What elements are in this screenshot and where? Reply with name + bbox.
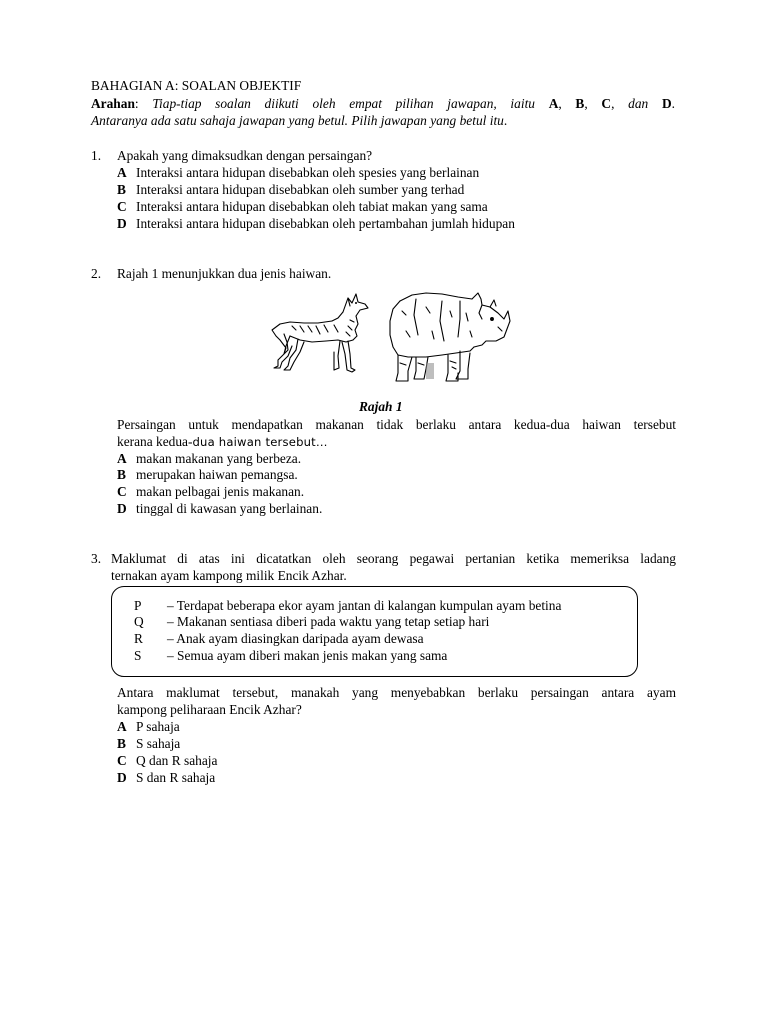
q2-stem-line-2: kerana kedua-dua haiwan tersebut… xyxy=(117,434,328,449)
q1-number: 1. xyxy=(91,148,102,163)
q2-question: Rajah 1 menunjukkan dua jenis haiwan. xyxy=(117,266,332,281)
q2-option-b: B merupakan haiwan pemangsa. xyxy=(117,467,298,482)
q2-number: 2. xyxy=(91,266,102,281)
section-heading: BAHAGIAN A: SOALAN OBJEKTIF xyxy=(91,78,302,93)
instruction-label: Arahan xyxy=(91,96,135,111)
q3-option-d: D S dan R sahaja xyxy=(117,770,216,785)
q2-option-d: D tinggal di kawasan yang berlainan. xyxy=(117,501,323,516)
q3-question-line-2: kampong peliharaan Encik Azhar? xyxy=(117,702,302,717)
rhinoceros-illustration xyxy=(386,291,514,387)
q3-intro-line-1: Maklumat di atas ini dicatatkan oleh seorang pegawai pertanian ketika memeriksa ladang xyxy=(111,551,676,566)
instructions-line-1: Arahan: Tiap-tiap soalan diikuti oleh empat pilihan jawapan, iaitu A, B, C, dan D. xyxy=(91,96,675,111)
instructions-line-2: Antaranya ada satu sahaja jawapan yang betul. Pilih jawapan yang betul itu. xyxy=(91,113,508,128)
wolf-illustration xyxy=(268,290,374,376)
info-row-s: S – Semua ayam diberi makan jenis makan yang sama xyxy=(134,648,448,663)
q2-option-c: C makan pelbagai jenis makanan. xyxy=(117,484,305,499)
instruction-text: Tiap-tiap soalan diikuti oleh empat pilihan jawapan, iaitu xyxy=(152,96,535,111)
q3-intro-line-2: ternakan ayam kampong milik Encik Azhar. xyxy=(111,568,347,583)
info-row-q: Q – Makanan sentiasa diberi pada waktu yang tetap setiap hari xyxy=(134,614,490,629)
q1-option-b: B Interaksi antara hidupan disebabkan oleh sumber yang terhad xyxy=(117,182,465,197)
q2-stem-line-1: Persaingan untuk mendapatkan makanan tidak berlaku antara kedua-dua haiwan tersebut xyxy=(117,417,676,432)
q1-question: Apakah yang dimaksudkan dengan persaingan? xyxy=(117,148,373,163)
q3-question-line-1: Antara maklumat tersebut, manakah yang menyebabkan berlaku persaingan antara ayam xyxy=(117,685,676,700)
handwritten-text: dua haiwan tersebut… xyxy=(192,435,328,449)
q1-option-a: A Interaksi antara hidupan disebabkan oleh spesies yang berlainan xyxy=(117,165,480,180)
q1-option-d: D Interaksi antara hidupan disebabkan oleh pertambahan jumlah hidupan xyxy=(117,216,515,231)
q3-option-c: C Q dan R sahaja xyxy=(117,753,218,768)
info-row-r: R – Anak ayam diasingkan daripada ayam dewasa xyxy=(134,631,424,646)
q3-number: 3. xyxy=(91,551,102,566)
q3-option-a: A P sahaja xyxy=(117,719,180,734)
q2-option-a: A makan makanan yang berbeza. xyxy=(117,451,302,466)
q1-option-c: C Interaksi antara hidupan disebabkan oleh tabiat makan yang sama xyxy=(117,199,488,214)
figure-caption: Rajah 1 xyxy=(359,399,403,414)
q3-option-b: B S sahaja xyxy=(117,736,181,751)
info-row-p: P – Terdapat beberapa ekor ayam jantan di kalangan kumpulan ayam betina xyxy=(134,598,562,613)
